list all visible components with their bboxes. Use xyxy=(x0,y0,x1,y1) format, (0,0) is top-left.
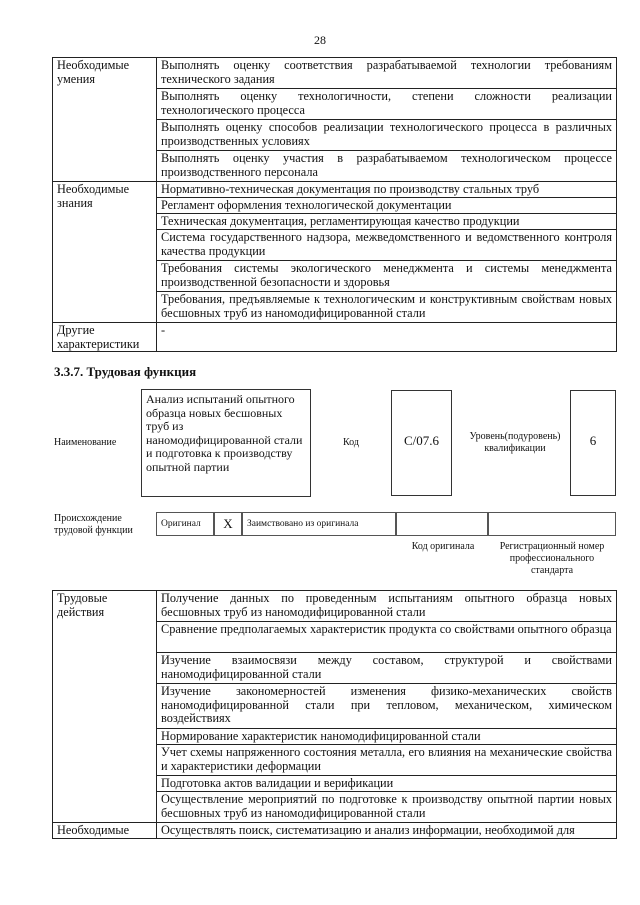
skill-item: Выполнять оценку способов реализации технологического процесса в различных производственных условиях xyxy=(157,120,617,151)
skill-item: Выполнять оценку участия в разрабатываемом технологическом процессе производственного персонала xyxy=(157,151,617,182)
page-number: 28 xyxy=(314,33,326,47)
function-name-box: Анализ испытаний опытного образца новых бесшовных труб из наномодифицированной стали и подготовка к производству опытной партии xyxy=(141,389,311,497)
other-label: Другие характеристики xyxy=(53,323,157,352)
knowledge-label: Необходимые знания xyxy=(53,182,157,323)
knowledge-item: Система государственного надзора, межведомственного и ведомственного контроля качества продукции xyxy=(157,230,617,261)
action-item: Подготовка актов валидации и верификации xyxy=(157,776,617,792)
action-item: Сравнение предполагаемых характеристик продукта со свойствами опытного образца xyxy=(157,622,617,653)
knowledge-item: Техническая документация, регламентирующая качество продукции xyxy=(157,214,617,230)
skill-item: Выполнять оценку технологичности, степени сложности реализации технологического процесса xyxy=(157,89,617,120)
action-item: Изучение взаимосвязи между составом, структурой и свойствами наномодифицированной стали xyxy=(157,653,617,684)
knowledge-item: Регламент оформления технологической документации xyxy=(157,198,617,214)
knowledge-item: Нормативно-техническая документация по производству стальных труб xyxy=(157,182,617,198)
original-mark: X xyxy=(214,512,242,536)
action-item: Осуществление мероприятий по подготовке к производству опытной партии новых бесшовных труб из наномодифицированной стали xyxy=(157,792,617,823)
other-item: - xyxy=(157,323,617,352)
skills-label-2: Необходимые xyxy=(53,823,157,839)
level-label: Уровень(подуровень) квалификации xyxy=(469,431,561,454)
action-item: Изучение закономерностей изменения физико-механических свойств наномодифицированной стали при тепловом, механическом, химическом воздействиях xyxy=(157,684,617,729)
labor-actions-table xyxy=(52,590,617,839)
origin-label: Происхождение трудовой функции xyxy=(54,513,133,536)
skill-item: Осуществлять поиск, систематизацию и анализ информации, необходимой для xyxy=(157,823,617,839)
skills-knowledge-table xyxy=(52,57,617,352)
name-label: Наименование xyxy=(54,437,117,448)
section-heading: 3.3.7. Трудовая функция xyxy=(54,364,197,379)
level-value-box: 6 xyxy=(570,390,616,496)
code-label: Код xyxy=(343,437,359,448)
code-value-box: C/07.6 xyxy=(391,390,452,496)
knowledge-item: Требования, предъявляемые к технологическим и конструктивным свойствам новых бесшовных труб из наномодифицированной стали xyxy=(157,292,617,323)
actions-label: Трудовые действия xyxy=(53,591,157,823)
action-item: Учет схемы напряженного состояния металла, его влияния на механические свойства и характеристики деформации xyxy=(157,745,617,776)
code-caption: Код оригинала xyxy=(411,541,475,552)
skill-item: Выполнять оценку соответствия разрабатываемой технологии требованиям технического задания xyxy=(157,58,617,89)
skills-label: Необходимые умения xyxy=(53,58,157,182)
action-item: Получение данных по проведенным испытаниям опытного образца новых бесшовных труб из наномодифицированной стали xyxy=(157,591,617,622)
origin-row xyxy=(156,512,616,538)
borrowed-cell: Заимствовано из оригинала xyxy=(242,512,396,536)
action-item: Нормирование характеристик наномодифицированной стали xyxy=(157,729,617,745)
original-cell: Оригинал xyxy=(156,512,214,536)
original-code-cell xyxy=(396,512,488,536)
reg-caption: Регистрационный номер профессионального стандарта xyxy=(499,541,605,576)
knowledge-item: Требования системы экологического менеджмента и системы менеджмента производственной безопасности и здоровья xyxy=(157,261,617,292)
reg-number-cell xyxy=(488,512,616,536)
